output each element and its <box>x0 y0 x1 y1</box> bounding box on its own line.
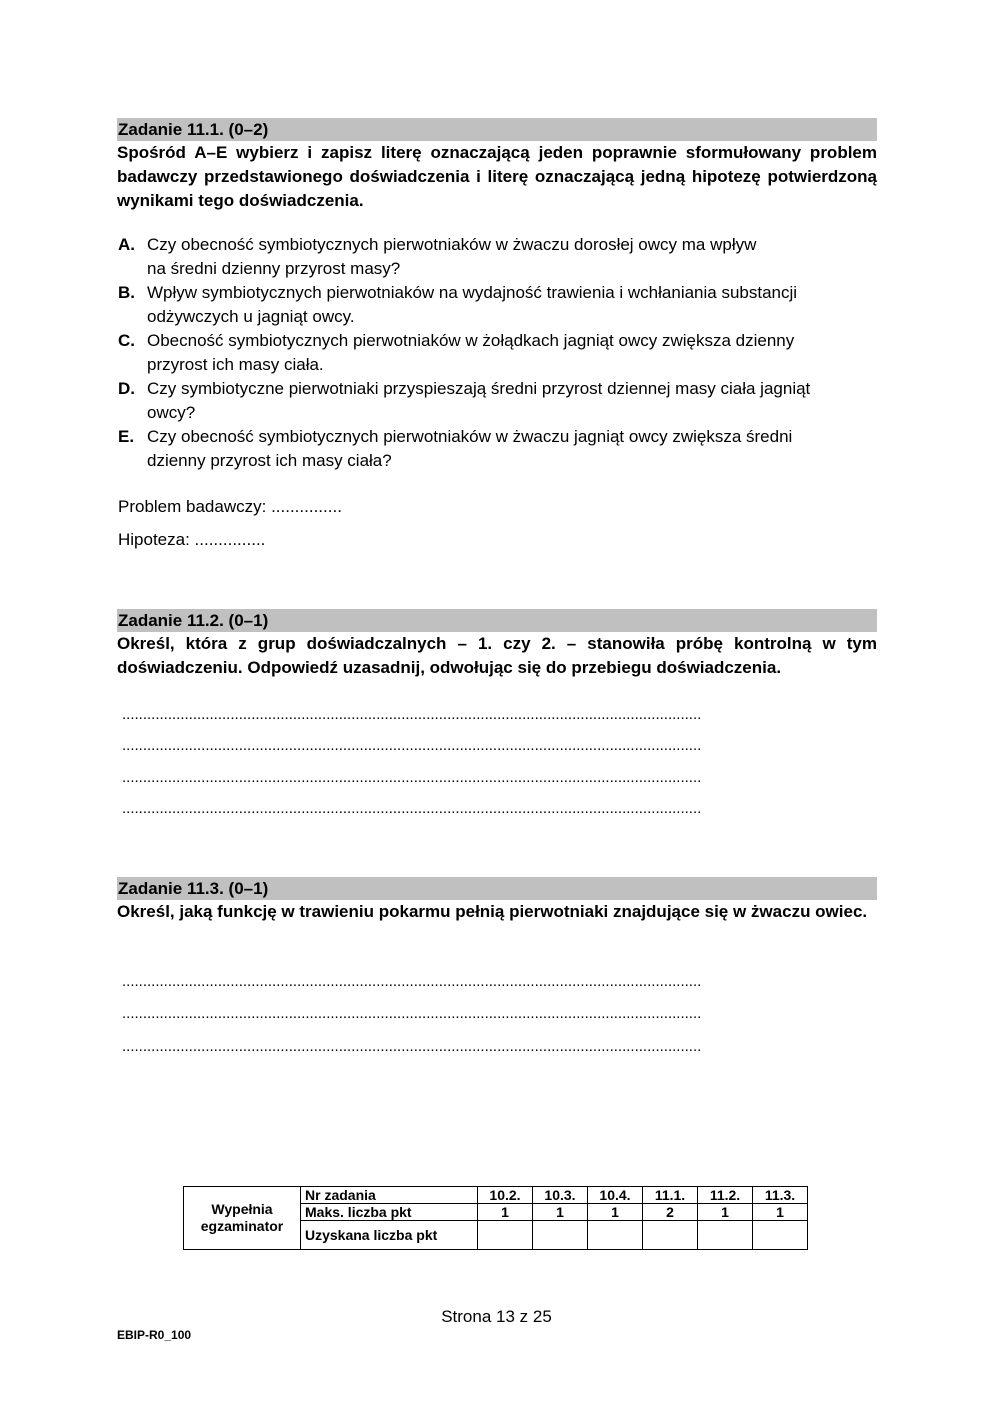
task-instruction: Spośród A–E wybierz i zapisz literę oznaczającą jeden poprawnie sformułowany problem badawczy przedstawionego doświadczenia i literę oznaczającą jedną hipotezę potwierdzoną wynikami tego doświadczenia. <box>117 143 877 210</box>
examiner-label-line: egzaminator <box>200 1218 284 1234</box>
option-text-line: przyrost ich masy ciała. <box>147 355 324 374</box>
task-header: Zadanie 11.3. (0–1) <box>117 877 877 900</box>
answer-problem-field[interactable]: Problem badawczy: ............... <box>118 497 342 516</box>
task-instruction: Określ, która z grup doświadczalnych – 1. czy 2. – stanowiła próbę kontrolną w tym doświadczeniu. Odpowiedź uzasadnij, odwołując się do przebiegu doświadczenia. <box>117 634 877 677</box>
task-number-cell: 11.1. <box>643 1187 698 1204</box>
page-number: Strona 13 z 25 <box>441 1307 552 1326</box>
answer-line[interactable]: ........................................................................................................................................... <box>122 974 702 990</box>
option-d <box>117 377 877 425</box>
option-text-line: Czy obecność symbiotycznych pierwotniaków w żwaczu dorosłej owcy ma wpływ <box>147 235 757 254</box>
option-text-line: Czy symbiotyczne pierwotniaki przyspieszają średni przyrost dziennej masy ciała jagniąt <box>147 379 811 398</box>
answer-line[interactable]: ........................................................................................................................................... <box>122 801 702 817</box>
earned-points-cell[interactable] <box>698 1221 753 1250</box>
option-text-line: owcy? <box>147 403 196 422</box>
answer-options <box>117 233 877 473</box>
task-header: Zadanie 11.1. (0–2) <box>117 118 877 141</box>
answer-line[interactable]: ........................................................................................................................................... <box>122 1006 702 1022</box>
option-e <box>117 425 877 473</box>
option-letter: C. <box>118 331 135 350</box>
document-code: EBIP-R0_100 <box>117 1328 192 1342</box>
option-letter: B. <box>118 283 135 302</box>
task-11-3 <box>117 877 877 924</box>
answer-line[interactable]: ........................................................................................................................................... <box>122 707 702 723</box>
max-points-cell: 1 <box>478 1204 533 1221</box>
answer-line[interactable]: ........................................................................................................................................... <box>122 738 702 754</box>
option-text-line: na średni dzienny przyrost masy? <box>147 259 401 278</box>
task-number-cell: 10.4. <box>588 1187 643 1204</box>
earned-points-cell[interactable] <box>753 1221 808 1250</box>
max-points-cell: 1 <box>533 1204 588 1221</box>
earned-points-cell[interactable] <box>533 1221 588 1250</box>
row-label-max: Maks. liczba pkt <box>301 1204 478 1221</box>
task-11-2 <box>117 609 877 680</box>
max-points-cell: 1 <box>698 1204 753 1221</box>
option-text-line: Wpływ symbiotycznych pierwotniaków na wydajność trawienia i wchłaniania substancji <box>147 283 798 302</box>
option-c <box>117 329 877 377</box>
option-text-line: Obecność symbiotycznych pierwotniaków w żołądkach jagniąt owcy zwiększa dzienny <box>147 331 795 350</box>
answer-line[interactable]: ........................................................................................................................................... <box>122 1039 702 1055</box>
earned-points-cell[interactable] <box>478 1221 533 1250</box>
row-label-task: Nr zadania <box>301 1187 478 1204</box>
task-instruction: Określ, jaką funkcję w trawieniu pokarmu pełnią pierwotniaki znajdujące się w żwaczu owiec. <box>117 902 868 921</box>
option-b <box>117 281 877 329</box>
option-text-line: Czy obecność symbiotycznych pierwotniaków w żwaczu jagniąt owcy zwiększa średni <box>147 427 793 446</box>
task-number-cell: 11.3. <box>753 1187 808 1204</box>
examiner-label-line: Wypełnia <box>211 1201 273 1217</box>
max-points-cell: 1 <box>588 1204 643 1221</box>
task-number-cell: 11.2. <box>698 1187 753 1204</box>
examiner-label <box>184 1187 301 1250</box>
earned-points-cell[interactable] <box>588 1221 643 1250</box>
option-text-line: dzienny przyrost ich masy ciała? <box>147 451 392 470</box>
task-number-cell: 10.3. <box>533 1187 588 1204</box>
score-table <box>183 1186 808 1250</box>
max-points-cell: 1 <box>753 1204 808 1221</box>
answer-line[interactable]: ........................................................................................................................................... <box>122 770 702 786</box>
answer-hypothesis-field[interactable]: Hipoteza: ............... <box>118 530 266 549</box>
row-label-earned: Uzyskana liczba pkt <box>301 1221 478 1250</box>
option-letter: D. <box>118 379 135 398</box>
option-letter: A. <box>118 235 135 254</box>
task-11-1 <box>117 118 877 213</box>
option-letter: E. <box>118 427 135 446</box>
option-a <box>117 233 877 281</box>
max-points-cell: 2 <box>643 1204 698 1221</box>
earned-points-cell[interactable] <box>643 1221 698 1250</box>
task-number-cell: 10.2. <box>478 1187 533 1204</box>
task-header: Zadanie 11.2. (0–1) <box>117 609 877 632</box>
option-text-line: odżywczych u jagniąt owcy. <box>147 307 355 326</box>
